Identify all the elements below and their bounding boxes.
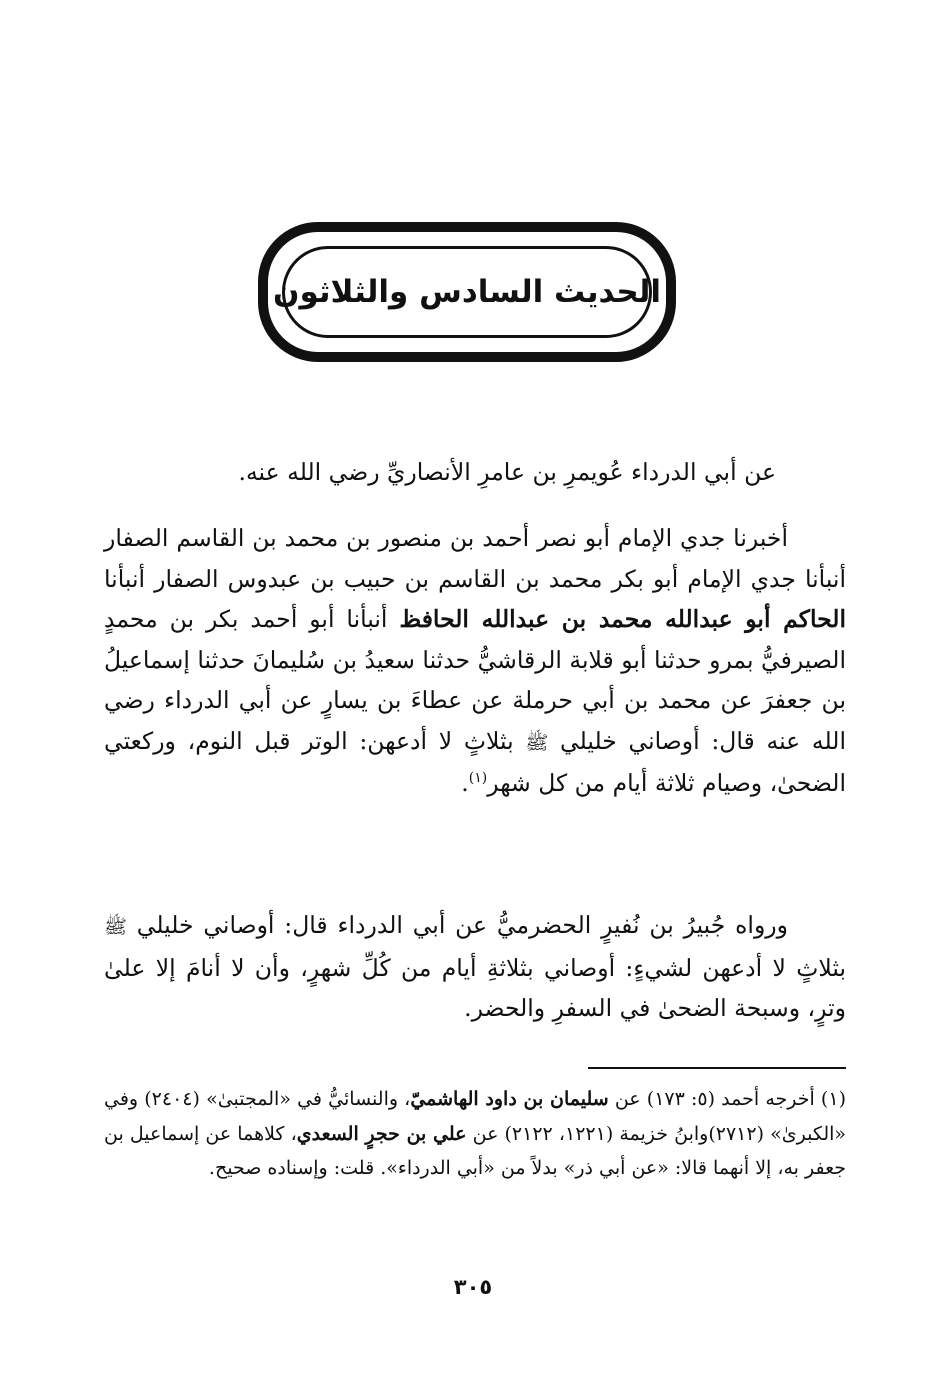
footnote-divider xyxy=(588,1067,846,1069)
para1-bold-name: الحاكم أبو عبدالله محمد بن عبدالله الحافظ xyxy=(399,605,846,633)
footnote-text-1: (١) أخرجه أحمد (٥: ١٧٣) عن xyxy=(608,1088,846,1110)
title-inner-frame xyxy=(273,246,661,338)
para1-text-3: بثلاثٍ لا أدعهن: الوتر قبل النوم، وركعتي الضحىٰ، وصيام ثلاثة أيام من كل شهر xyxy=(104,726,846,797)
page-number: ٣٠٥ xyxy=(453,1275,493,1299)
footnote-bold-name-1: سليمان بن داود الهاشميّ xyxy=(410,1088,609,1110)
para1-text-1: أخبرنا جدي الإمام أبو نصر أحمد بن منصور بن محمد بن القاسم الصفار أنبأنا جدي الإمام أبو بكر محمد بن القاسم بن حبيب بن عبدوس الصفار أنبأنا xyxy=(104,524,846,593)
para1-text-4: . xyxy=(461,769,469,797)
chapter-title: الحديث السادس والثلاثون xyxy=(273,274,661,310)
title-frame xyxy=(258,222,676,362)
salla-symbol: ﷺ xyxy=(104,916,127,938)
hadith-chain-paragraph xyxy=(104,518,846,804)
para1-text-2: أنبأنا أبو أحمد بكر بن محمدٍ الصيرفيُّ بمرو حدثنا أبو قلابة الرقاشيُّ حدثنا سعيدُ بن سُليمانَ حدثنا إسماعيلُ بن جعفرَ عن محمد بن أبي حرملة عن عطاءَ بن يسارٍ عن أبي الدرداء رضي الله عنه قال: أوصاني خليلي xyxy=(104,605,846,755)
footnote-text-3: ، كلاهما عن إسماعيل بن جعفر به، إلا أنهما قالا: «عن أبي ذر» بدلاً من «أبي الدرداء». قلت: وإسناده صحيح. xyxy=(104,1122,846,1179)
intro-line: عن أبي الدرداء عُويمرِ بن عامرِ الأنصاريِّ رضي الله عنه. xyxy=(238,458,776,486)
salla-symbol: ﷺ xyxy=(525,731,549,754)
second-narration-paragraph xyxy=(104,905,846,1029)
footnote-text-2: ، والنسائيُّ في «المجتبىٰ» (٢٤٠٤) وفي «الكبرىٰ» (٢٧١٢)وابنُ خزيمة (١٢٢١، ٢١٢٢) عن xyxy=(104,1088,847,1145)
footnote-reference: (١) xyxy=(468,770,488,787)
footnote xyxy=(104,1082,846,1186)
para2-text-2: بثلاثٍ لا أدعهن لشيءٍ: أوصاني بثلاثةِ أيام من كُلِّ شهرٍ، وأن لا أنامَ إلا علىٰ وترٍ، وسبحة الضحىٰ في السفرِ والحضر. xyxy=(104,953,846,1022)
para2-text-1: ورواه جُبيرُ بن نُفيرٍ الحضرميُّ عن أبي الدرداء قال: أوصاني خليلي xyxy=(126,911,788,939)
footnote-bold-name-2: علي بن حجرٍ السعدي xyxy=(296,1122,467,1145)
